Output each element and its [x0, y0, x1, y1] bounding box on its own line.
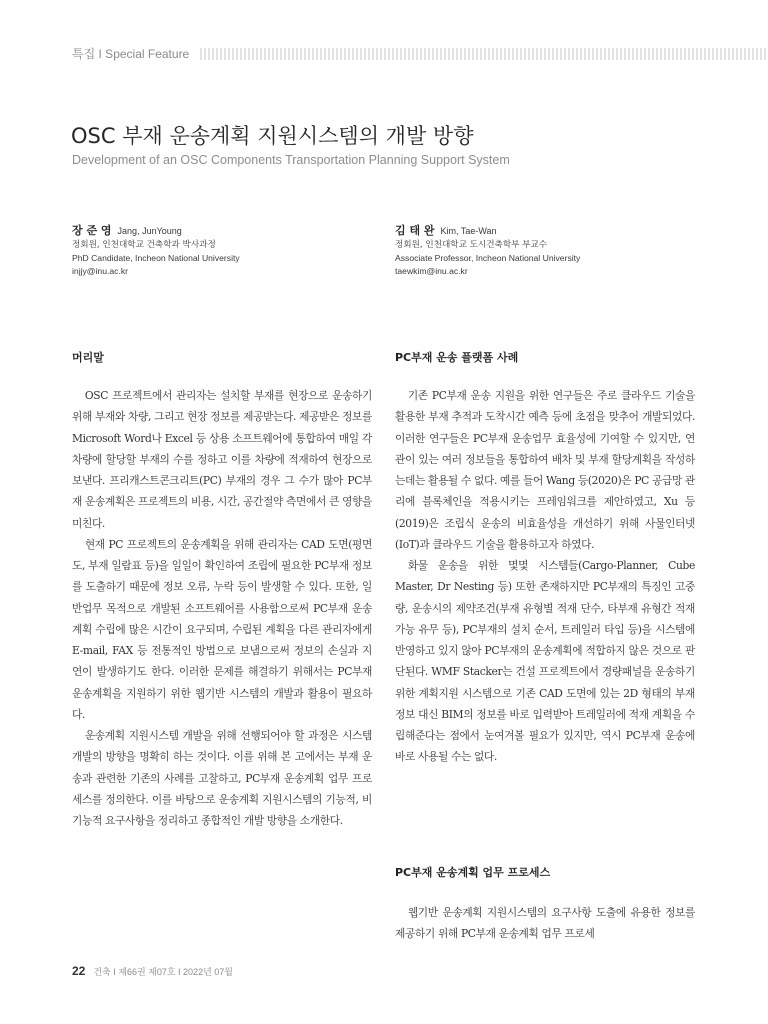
author-block-2: [395, 224, 695, 278]
author-role-en: PhD Candidate, Incheon National University: [72, 253, 240, 263]
author-role-en: Associate Professor, Incheon National University: [395, 253, 581, 263]
cases-column: [395, 385, 695, 768]
intro-column: [72, 385, 372, 831]
section-label: 특집 I Special Feature: [72, 46, 197, 62]
paragraph: 웹기반 운송계획 지원시스템의 요구사항 도출에 유용한 정보를 제공하기 위해 PC부재 운송계획 업무 프로세: [395, 906, 695, 941]
author-name-en: Kim, Tae-Wan: [440, 226, 497, 236]
author-block-1: [72, 224, 372, 278]
author-email: taewkim@inu.ac.kr: [395, 266, 468, 276]
author-role-ko: 정회원, 인천대학교 도시건축학부 부교수: [395, 240, 548, 250]
section-heading-intro: 머리말: [72, 351, 104, 364]
paragraph: 현재 PC 프로젝트의 운송계획을 위해 관리자는 CAD 도면(평면도, 부재 일람표 등)을 일일이 확인하여 조립에 필요한 PC부재 정보를 도출하기 때문에 정보 오류, 누락 등이 발생할 수 있다. 또한, 일반업무 목적으로 개발된 소프트웨어를 사용함으로써 PC부재 운송계획 수립에 많은 시간이 요구되며, 수립된 계획을 다른 관리자에게 E-mail, FAX 등 전통적인 방법으로 보냄으로써 정보의 손실과 지연이 발생하기도 한다. 이러한 문제를 해결하기 위해서는 PC부재 운송계획을 지원하기 위한 웹기반 시스템의 개발과 활용이 필요하다.: [72, 537, 372, 721]
paragraph: 운송계획 지원시스템 개발을 위해 선행되어야 할 과정은 시스템 개발의 방향을 명확히 하는 것이다. 이를 위해 본 고에서는 부재 운송과 관련한 기존의 사례를 고찰하고, PC부재 운송계획 업무 프로세스를 정의한다. 이를 바탕으로 운송계획 지원시스템의 기능적, 비기능적 요구사항을 정리하고 종합적인 개발 방향을 소개한다.: [72, 729, 372, 827]
author-name-en: Jang, JunYoung: [117, 226, 182, 236]
page-footer: [72, 964, 233, 978]
paragraph: 기존 PC부재 운송 지원을 위한 연구들은 주로 클라우드 기술을 활용한 부재 추적과 도착시간 예측 등에 초점을 맞추어 개발되었다. 이러한 연구들은 PC부재 운송업무 효율성에 기여할 수 있지만, 연관이 있는 여러 정보들을 통합하여 배차 및 부재 할당계획을 작성하는데는 활용될 수 없다. 예를 들어 Wang 등(2020)은 PC 공급망 관리에 블록체인을 적용시키는 프레임워크를 제안하였고, Xu 등(2019)은 조립식 운송의 비효율성을 개선하기 위해 사물인터넷(IoT)과 클라우드 기술을 활용하고자 하였다.: [395, 389, 695, 551]
section-heading-process: PC부재 운송계획 업무 프로세스: [395, 866, 551, 879]
section-header: [0, 46, 768, 62]
article-subtitle: Development of an OSC Components Transportation Planning Support System: [72, 153, 510, 167]
author-email: injjy@inu.ac.kr: [72, 266, 129, 276]
author-role-ko: 정회원, 인천대학교 건축학과 박사과정: [72, 240, 216, 250]
section-heading-cases: PC부재 운송 플랫폼 사례: [395, 351, 519, 364]
paragraph: 화물 운송을 위한 몇몇 시스템들(Cargo-Planner, Cube Master, Dr Nesting 등) 또한 존재하지만 PC부재의 특징인 고중량, 운송시의 제약조건(부재 유형별 적재 단수, 타부재 유형간 적재 가능 유무 등), PC부재의 설치 순서, 트레일러 타입 등)을 시스템에 반영하고 있지 않아 PC부재의 운송계획에 적합하지 않은 것으로 판단된다. WMF Stacker는 건설 프로젝트에서 경량패널을 운송하기 위한 계획지원 시스템으로 기존 CAD 도면에 있는 2D 형태의 부재 정보 대신 BIM의 정보를 바로 입력받아 트레일러에 적재 계획을 수립해준다는 점에서 눈여겨볼 필요가 있지만, 역시 PC부재 운송에 바로 사용될 수는 없다.: [395, 559, 695, 764]
author-name-ko: 장 준 영: [72, 224, 112, 237]
author-name-ko: 김 태 완: [395, 224, 435, 237]
paragraph: OSC 프로젝트에서 관리자는 설치할 부재를 현장으로 운송하기 위해 부재와 차량, 그리고 현장 정보를 제공받는다. 제공받은 정보를 Microsoft Word나 Excel 등 상용 소프트웨어에 통합하여 매일 각 차량에 할당할 부재의 수를 정하고 이를 차량에 적재하여 현장으로 보낸다. 프리캐스트콘크리트(PC) 부재의 경우 그 수가 많아 PC부재 운송계획은 프로젝트의 비용, 시간, 공간절약 측면에서 큰 영향을 미친다.: [72, 389, 372, 530]
process-column: [395, 902, 695, 945]
page-number: 22: [72, 964, 86, 978]
article-title: OSC 부재 운송계획 지원시스템의 개발 방향: [71, 124, 474, 148]
header-stripe: [200, 48, 768, 60]
issue-info: 건축 I 제66권 제07호 I 2022년 07월: [93, 967, 233, 977]
